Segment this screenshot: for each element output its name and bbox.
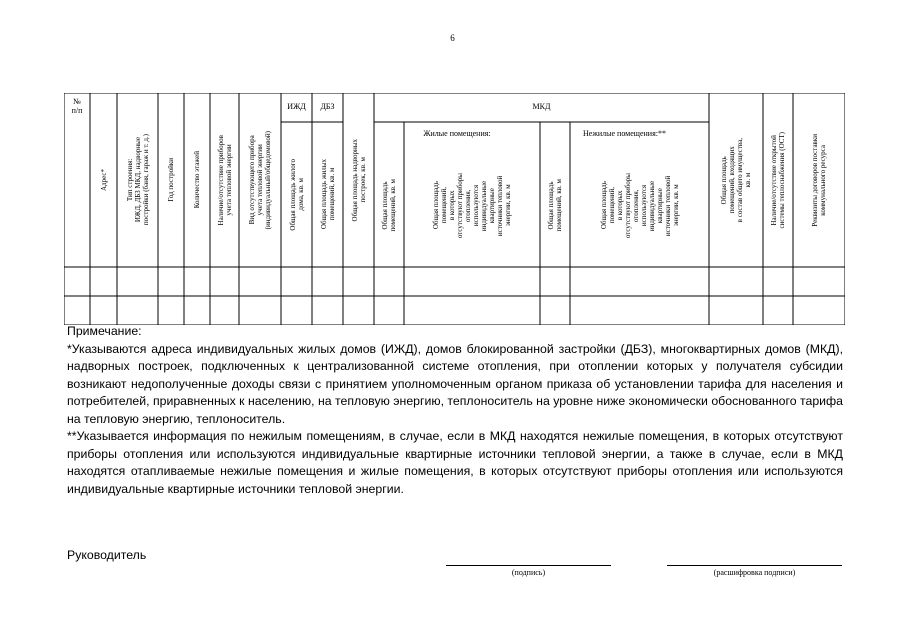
signature-line [446, 565, 611, 566]
header-nonres-total-area: Общая площадь помещений, кв. м [547, 179, 563, 232]
table-row [64, 267, 845, 296]
header-nonres-no-devices-area: Общая площадь помещений, в которых отсутствуют приборы отопления, используются индивидуальные квартирные источники тепловой энергии, кв. м [599, 172, 680, 239]
group-mkd: МКД [532, 102, 551, 111]
decryption-caption: (расшифровка подписи) [713, 568, 796, 577]
header-address: Адрес* [99, 168, 108, 191]
header-building-type: Тип строения: ИЖД, ДБЗ МКД, надворные постройки (баня, гараж и т. д.) [125, 134, 150, 226]
page-number: 6 [450, 33, 455, 43]
group-residential: Жилые помещения: [423, 129, 491, 138]
table-row [64, 296, 845, 325]
note-nonresidential: **Указывается информация по нежилым помещениям, в случае, если в МКД находятся нежилые помещения, в которых отсутствуют приборы отопления или используются индивидуальные квартирные источники тепловой энергии, а также в случае, если в МКД находятся отапливаемые нежилые помещения и жилые помещения, в которых отсутствуют приборы отопления или используются индивидуальные квартирные источники тепловой энергии. [67, 429, 843, 496]
header-meter-presence: Наличие/отсутствие приборов учета тепловой энергии [216, 134, 233, 226]
header-floors: Количество этажей [193, 151, 201, 209]
header-row-number: № п/п [71, 97, 83, 115]
signature-caption: (подпись) [511, 568, 546, 577]
header-dbz-area: Общая площадь жилых помещений, кв. м [319, 159, 336, 230]
header-res-total-area: Общая площадь помещений, кв. м [381, 179, 397, 232]
group-dbz: ДБЗ [320, 102, 335, 111]
decryption-line [667, 565, 842, 566]
header-izhd-area: Общая площадь жилого дома, кв. м [288, 158, 305, 231]
group-izhd: ИЖД [287, 102, 306, 111]
form-table [64, 93, 845, 325]
header-res-no-devices-area: Общая площадь помещений, в которых отсутствуют приборы отопления, используются индивидуальные квартирные источники тепловой энергии, кв. м [432, 172, 512, 239]
header-meter-type: Вид отсутствующего прибора учета тепловой энергии (индивидуальный/общедомовой) [248, 130, 272, 230]
header-open-heating-system: Наличие/отсутствие открытой системы теплоснабжения (ОСТ) [770, 131, 786, 229]
header-outbuildings-area: Общая площадь надворных построек, кв. м [350, 138, 367, 222]
group-nonresidential: Нежилые помещения:** [583, 129, 666, 138]
notes-block [67, 323, 843, 498]
manager-label: Руководитель [67, 548, 147, 562]
notes-title: Примечание: [67, 324, 142, 338]
header-year-built: Год постройки [167, 158, 175, 202]
header-common-property-area: Общая площадь помещений, входящих в состав общего имущества, кв. м [720, 137, 752, 223]
header-utility-contract: Реквизиты договоров поставки коммунального ресурса [811, 133, 827, 227]
note-address: *Указываются адреса индивидуальных жилых домов (ИЖД), домов блокированной застройки (ДБЗ), многоквартирных домов (МКД), надворных построек, подключенных к централизованной системе отопления, при отоплении которых у получателя субсидии возникают недополученные доходы связи с принятием уполномоченным органом приказа об установлении тарифа для населения и потребителей, приравненных к населению, на тепловую энергию, теплоноситель на уровне ниже экономически обоснованного тарифа на тепловую энергию, теплоноситель. [67, 341, 843, 426]
